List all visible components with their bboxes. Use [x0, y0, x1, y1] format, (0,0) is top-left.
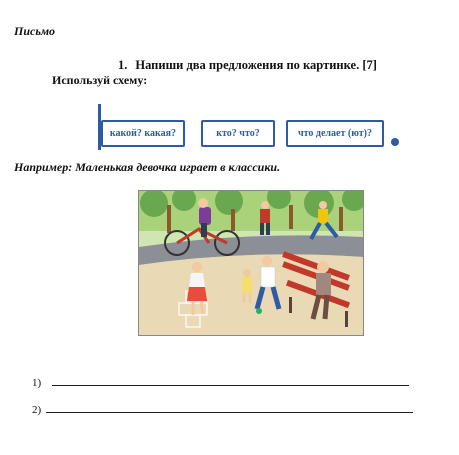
- scheme-end-dot: [391, 138, 399, 146]
- answer-write-line[interactable]: [46, 402, 413, 413]
- scheme-box-subject: кто? что?: [201, 120, 275, 147]
- answer-write-line[interactable]: [52, 375, 409, 386]
- park-scene-image: [139, 191, 363, 335]
- section-title: Письмо: [14, 24, 56, 38]
- park-illustration: [138, 190, 364, 336]
- answer-line-1[interactable]: [32, 375, 409, 389]
- answer-number: 1): [32, 377, 42, 389]
- answer-number: 2): [32, 404, 42, 416]
- scheme-box-adjective: какой? какая?: [101, 120, 185, 147]
- task-instruction: Используй схему:: [52, 73, 148, 87]
- scheme-box-predicate: что делает (ют)?: [286, 120, 384, 147]
- answer-line-2[interactable]: [32, 402, 413, 416]
- task-text: Напиши два предложения по картинке. [7]: [135, 58, 377, 72]
- task-line: [118, 58, 377, 73]
- example-sentence: Например: Маленькая девочка играет в классики.: [14, 160, 281, 174]
- task-number: 1.: [118, 58, 128, 72]
